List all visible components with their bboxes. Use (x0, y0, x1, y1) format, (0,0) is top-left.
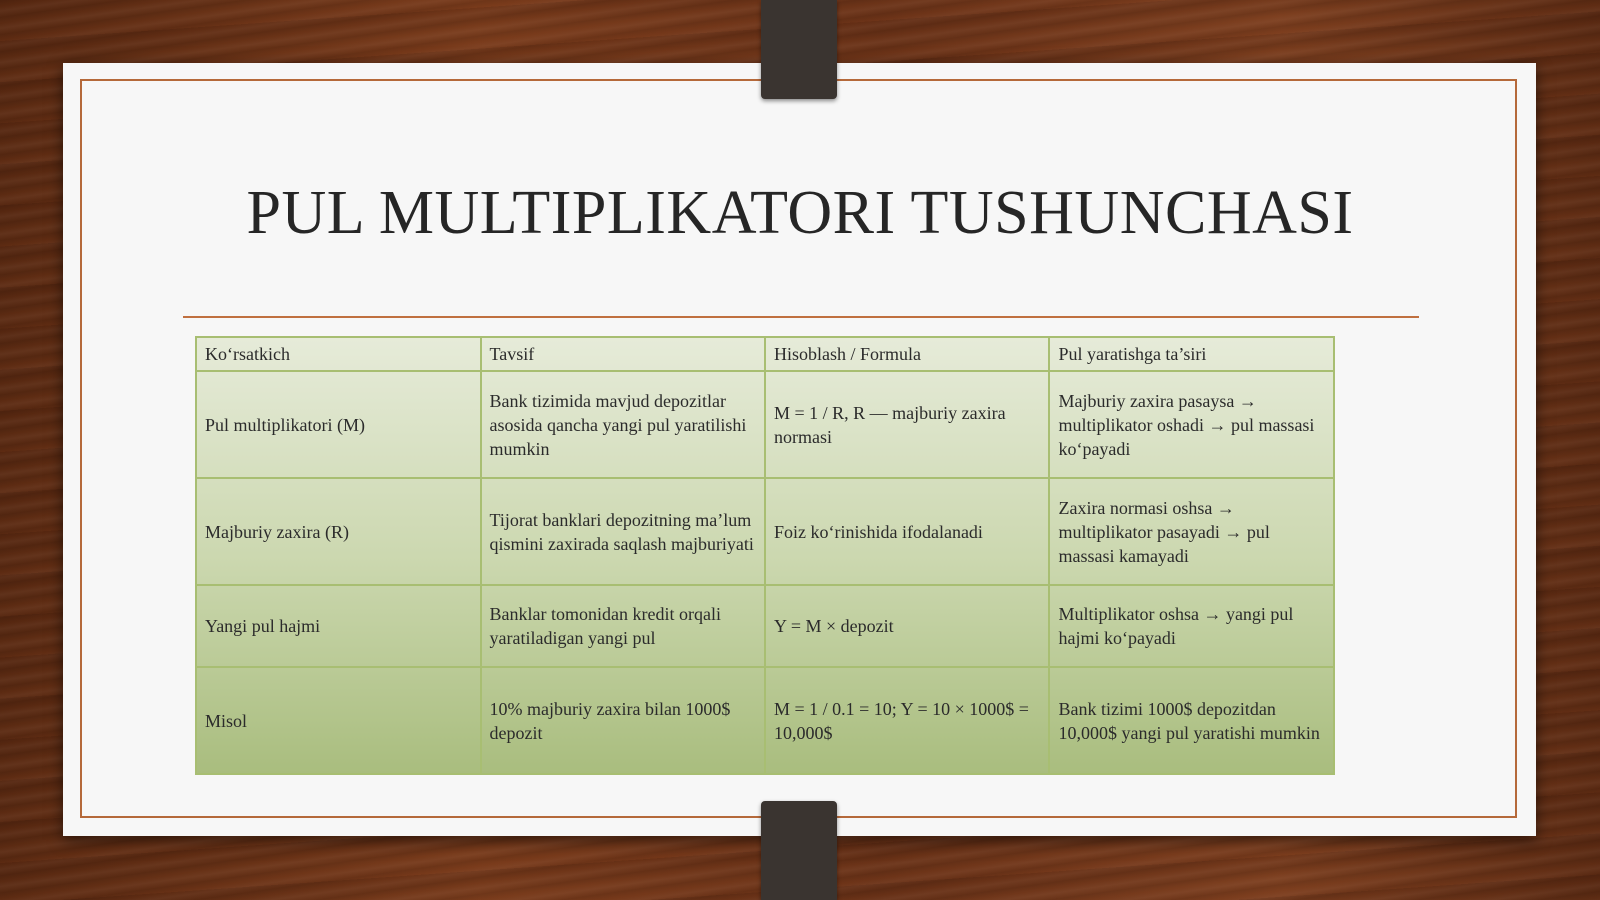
table-cell: Misol (196, 667, 481, 774)
table-cell: M = 1 / 0.1 = 10; Y = 10 × 1000$ = 10,000$ (765, 667, 1049, 774)
top-clip (761, 0, 837, 99)
bottom-clip (761, 801, 837, 900)
table-cell: M = 1 / R, R — majburiy zaxira normasi (765, 371, 1049, 478)
table-row (196, 478, 1334, 585)
header-cell: Hisoblash / Formula (765, 337, 1049, 371)
slide-title: PUL MULTIPLIKATORI TUSHUNCHASI (246, 179, 1354, 247)
table-header-row (196, 337, 1334, 371)
header-cell: Ko‘rsatkich (196, 337, 481, 371)
table-cell: Tijorat banklari depozitning ma’lum qismini zaxirada saqlash majburiyati (481, 478, 765, 585)
table-cell: Majburiy zaxira (R) (196, 478, 481, 585)
table-cell: Zaxira normasi oshsa → multiplikator pasayadi → pul massasi kamayadi (1049, 478, 1334, 585)
table-cell: Foiz ko‘rinishida ifodalanadi (765, 478, 1049, 585)
header-cell: Tavsif (481, 337, 765, 371)
table-cell: Multiplikator oshsa → yangi pul hajmi ko‘payadi (1049, 585, 1334, 667)
table-cell: Bank tizimi 1000$ depozitdan 10,000$ yangi pul yaratishi mumkin (1049, 667, 1334, 774)
title-divider (183, 316, 1419, 318)
table-row (196, 371, 1334, 478)
table-cell: Y = M × depozit (765, 585, 1049, 667)
table-cell: Yangi pul hajmi (196, 585, 481, 667)
data-table (195, 336, 1335, 775)
header-cell: Pul yaratishga ta’siri (1049, 337, 1334, 371)
table-cell: Banklar tomonidan kredit orqali yaratiladigan yangi pul (481, 585, 765, 667)
table-cell: Pul multiplikatori (M) (196, 371, 481, 478)
table-row (196, 585, 1334, 667)
table-cell: 10% majburiy zaxira bilan 1000$ depozit (481, 667, 765, 774)
table-cell: Majburiy zaxira pasaysa → multiplikator oshadi → pul massasi ko‘payadi (1049, 371, 1334, 478)
table-cell: Bank tizimida mavjud depozitlar asosida qancha yangi pul yaratilishi mumkin (481, 371, 765, 478)
table-row (196, 667, 1334, 774)
